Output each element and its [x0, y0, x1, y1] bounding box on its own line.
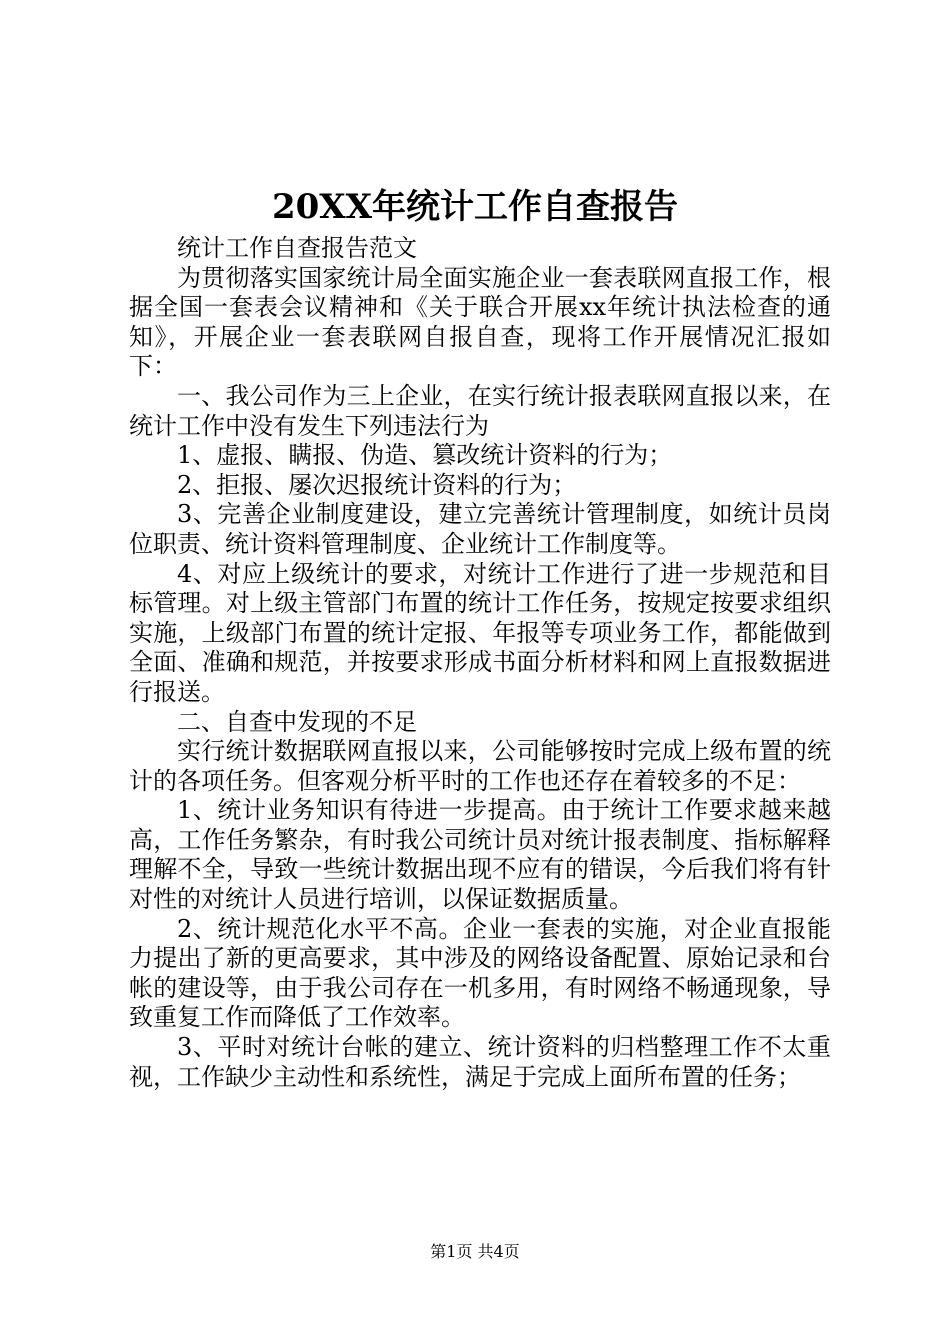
page-indicator: 第1页 共4页	[430, 1242, 520, 1261]
paragraph-shortcoming-1: 1、统计业务知识有待进一步提高。由于统计工作要求越来越高，工作任务繁杂，有时我公司统计员对统计报表制度、指标解释理解不全，导致一些统计数据出现不应有的错误，今后我们将有针对性的对统计人员进行培训，以保证数据质量。	[129, 796, 831, 914]
paragraph-shortcoming-3: 3、平时对统计台帐的建立、统计资料的归档整理工作不太重视，工作缺少主动性和系统性，满足于完成上面所布置的任务；	[129, 1033, 831, 1091]
paragraph-item-1: 1、虚报、瞒报、伪造、篡改统计资料的行为；	[177, 441, 673, 470]
paragraph-section-one: 一、我公司作为三上企业，在实行统计报表联网直报以来，在统计工作中没有发生下列违法行为	[129, 381, 831, 440]
paragraph-item-3: 3、完善企业制度建设，建立完善统计管理制度，如统计员岗位职责、统计资料管理制度、企业统计工作制度等。	[129, 500, 831, 558]
paragraph-section-two-intro: 实行统计数据联网直报以来，公司能够按时完成上级布置的统计的各项任务。但客观分析平时的工作也还存在着较多的不足：	[129, 737, 831, 795]
document-title: 20XX年统计工作自查报告	[271, 187, 679, 227]
paragraph-section-two: 二、自查中发现的不足	[177, 707, 417, 736]
document-body	[129, 234, 831, 1092]
paragraph-intro: 为贯彻落实国家统计局全面实施企业一套表联网直报工作，根据全国一套表会议精神和《关于联合开展xx年统计执法检查的通知》，开展企业一套表联网自报自查，现将工作开展情况汇报如下：	[129, 263, 831, 381]
paragraph-item-2: 2、拒报、屡次迟报统计资料的行为；	[177, 470, 577, 499]
paragraph-item-4: 4、对应上级统计的要求，对统计工作进行了进一步规范和目标管理。对上级主管部门布置的统计工作任务，按规定按要求组织实施，上级部门布置的统计定报、年报等专项业务工作，都能做到全面、准确和规范，并按要求形成书面分析材料和网上直报数据进行报送。	[129, 559, 831, 706]
paragraph-shortcoming-2: 2、统计规范化水平不高。企业一套表的实施，对企业直报能力提出了新的更高要求，其中涉及的网络设备配置、原始记录和台帐的建设等，由于我公司存在一机多用，有时网络不畅通现象，导致重复工作而降低了工作效率。	[129, 914, 831, 1032]
paragraph-subtitle: 统计工作自查报告范文	[177, 234, 417, 262]
